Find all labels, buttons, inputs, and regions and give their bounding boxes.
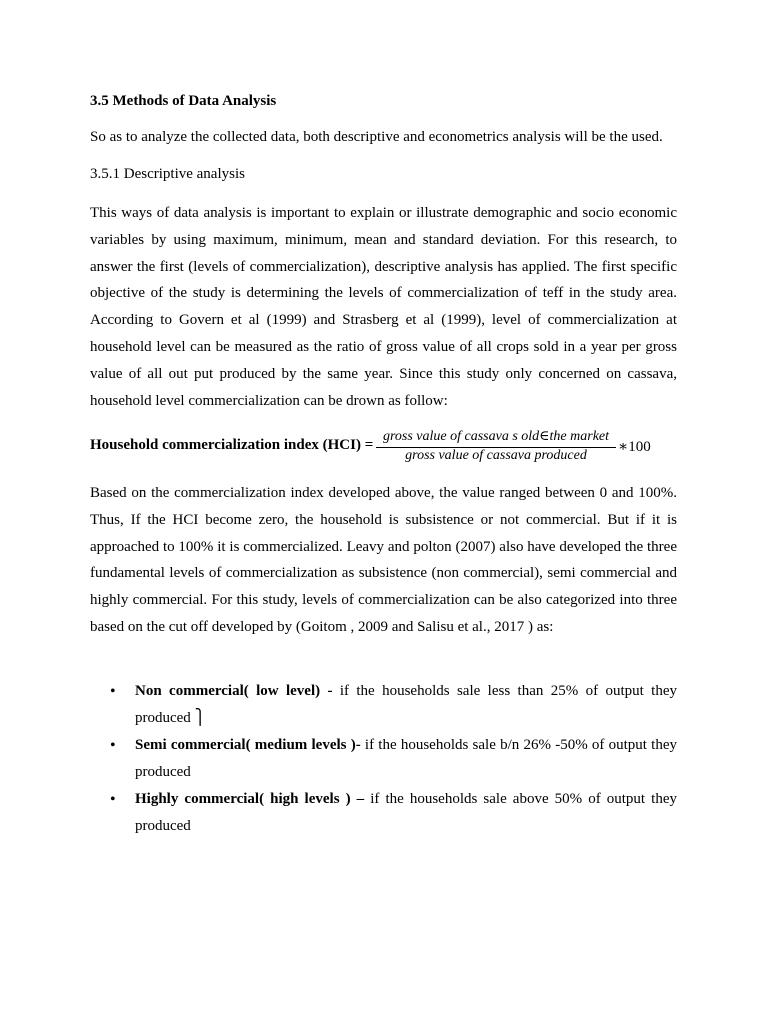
list-item-text: if the households sale less than 25% of output they produced ⎫ xyxy=(135,683,677,726)
list-item-text: if the households sale above 50% of output they produced xyxy=(135,791,677,834)
formula-label: Household commercialization index (HCI) = xyxy=(90,437,374,453)
paragraph-index-explanation: Based on the commercialization index developed above, the value ranged between 0 and 100%. Thus, If the HCI become zero, the household is subsistence or not commercial. But if it is approached to 100% it is commercialized. Leavy and polton (2007) also have developed the three fundamental levels of commercialization as subsistence (non commercial), semi commercial and highly commercial. For this study, levels of commercialization can be also categorized into three based on the cut off developed by (Goitom , 2009 and Salisu et al., 2017 ) as: xyxy=(90,485,677,635)
subsection-heading: 3.5.1 Descriptive analysis xyxy=(90,166,245,182)
list-item xyxy=(90,678,677,732)
section-intro: So as to analyze the collected data, both descriptive and econometrics analysis will be the used. xyxy=(90,129,663,145)
bullet-icon: • xyxy=(110,683,116,700)
hci-formula xyxy=(90,425,677,469)
list-item-text: if the households sale b/n 26% -50% of output they produced xyxy=(135,737,677,780)
formula-denominator: gross value of cassava produced xyxy=(405,448,587,463)
list-item-term: Non commercial( low level) - xyxy=(135,683,333,699)
formula-numerator: gross value of cassava s old∈the market xyxy=(382,429,610,444)
formula-multiplier: ∗100 xyxy=(618,439,651,455)
list-item xyxy=(90,732,677,786)
bullet-icon: • xyxy=(110,791,116,808)
bullet-icon: • xyxy=(110,737,116,754)
list-item-term: Highly commercial( high levels ) – xyxy=(135,791,365,807)
paragraph-descriptive: This ways of data analysis is important to explain or illustrate demographic and socio economic variables by using maximum, minimum, mean and standard deviation. For this research, to answer the first (levels of commercialization), descriptive analysis has applied. The first specific objective of the study is determining the levels of commercialization of teff in the study area. According to Govern et al (1999) and Strasberg et al (1999), level of commercialization at household level can be measured as the ratio of gross value of all crops sold in a year per gross value of all out put produced by the same year. Since this study only concerned on cassava, household level commercialization can be drown as follow: xyxy=(90,205,677,409)
list-item xyxy=(90,786,677,840)
list-item-term: Semi commercial( medium levels )- xyxy=(135,737,361,753)
commercialization-levels-list xyxy=(90,678,677,840)
section-heading: 3.5 Methods of Data Analysis xyxy=(90,93,277,109)
